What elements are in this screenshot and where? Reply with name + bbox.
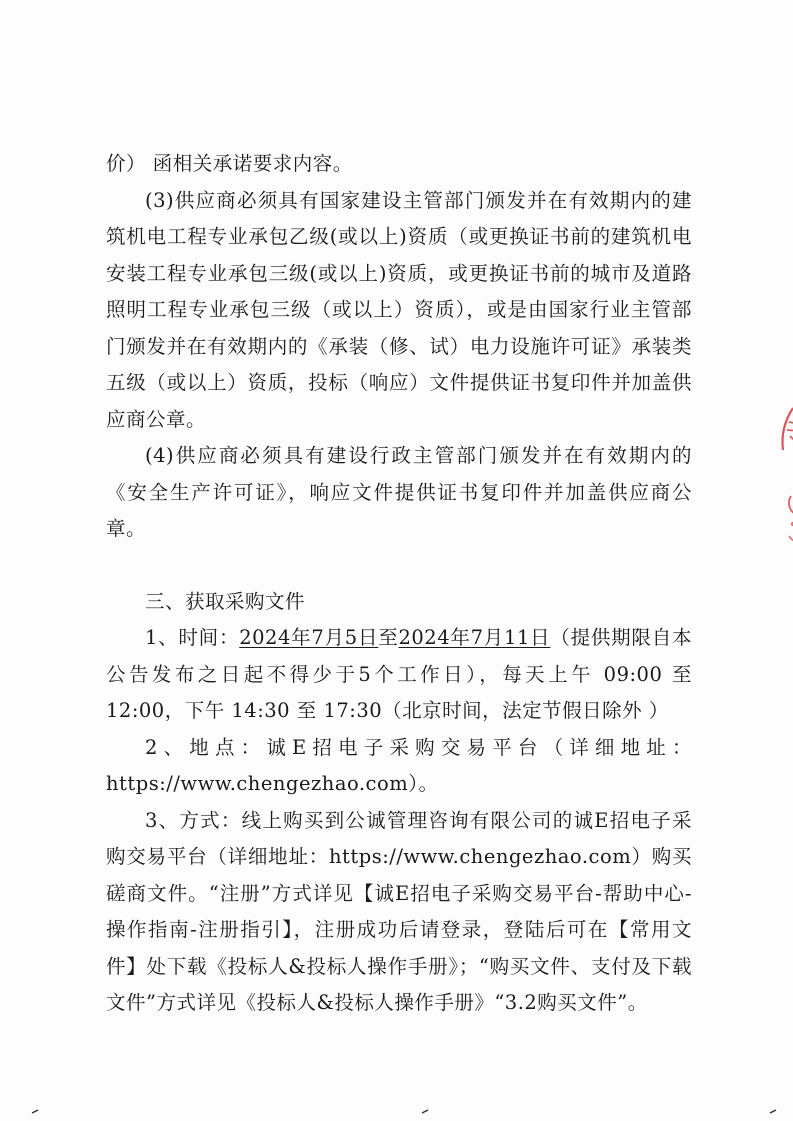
time-to: 至 — [378, 626, 399, 649]
paragraph-time — [106, 620, 692, 730]
time-label: 1、时间： — [145, 626, 240, 649]
time-start-date: 2024年7月5日 — [239, 626, 379, 649]
paragraph-qualification-3: (3)供应商必须具有国家建设主管部门颁发并在有效期内的建筑机电工程专业承包乙级(或以上)资质（或更换证书前的建筑机电安装工程专业承包三级(或以上)资质，或更换证书前的城市及道路照明工程专业承包三级（或以上）资质），或是由国家行业主管部门颁发并在有效期内的《承装（修、试）电力设施许可证》承装类五级（或以上）资质，投标（响应）文件提供证书复印件并加盖供应商公章。 — [106, 188, 692, 431]
paragraph-location: 2、地点：诚E招电子采购交易平台（详细地址：https://www.chengezhao.com）。 — [106, 735, 692, 795]
time-details: （提供期限自本公告发布之日起不得少于5个工作日），每天上午 09:00 至 12:00，下午 14:30 至 17:30（北京时间，法定节假日除外 ） — [106, 626, 692, 722]
scan-edge-mark-right — [768, 1109, 790, 1115]
time-end-date: 2024年7月11日 — [398, 626, 551, 649]
scan-edge-mark-left — [30, 1109, 52, 1115]
paragraph-qualification-4: (4)供应商必须具有建设行政主管部门颁发并在有效期内的《安全生产许可证》，响应文件提供证书复印件并加盖供应商公章。 — [106, 444, 692, 540]
spacer — [106, 548, 692, 584]
red-seal-fragment — [763, 400, 793, 560]
paragraph-method: 3、方式：线上购买到公诚管理咨询有限公司的诚E招电子采购交易平台（详细地址：https://www.chengezhao.com）购买磋商文件。“注册”方式详见【诚E招电子采购交易平台-帮助中心-操作指南-注册指引】，注册成功后请登录，登陆后可在【常用文件】处下载《投标人&投标人操作手册》；“购买文件、支付及下载文件”方式详见《投标人&投标人操作手册》“3.2购买文件”。 — [106, 808, 692, 1014]
document-body — [106, 146, 692, 1022]
paragraph-commitment-tail: 价） 函相关承诺要求内容。 — [106, 152, 353, 175]
section-heading-obtain-documents: 三、获取采购文件 — [145, 589, 306, 613]
scan-edge-mark-center — [420, 1109, 442, 1115]
